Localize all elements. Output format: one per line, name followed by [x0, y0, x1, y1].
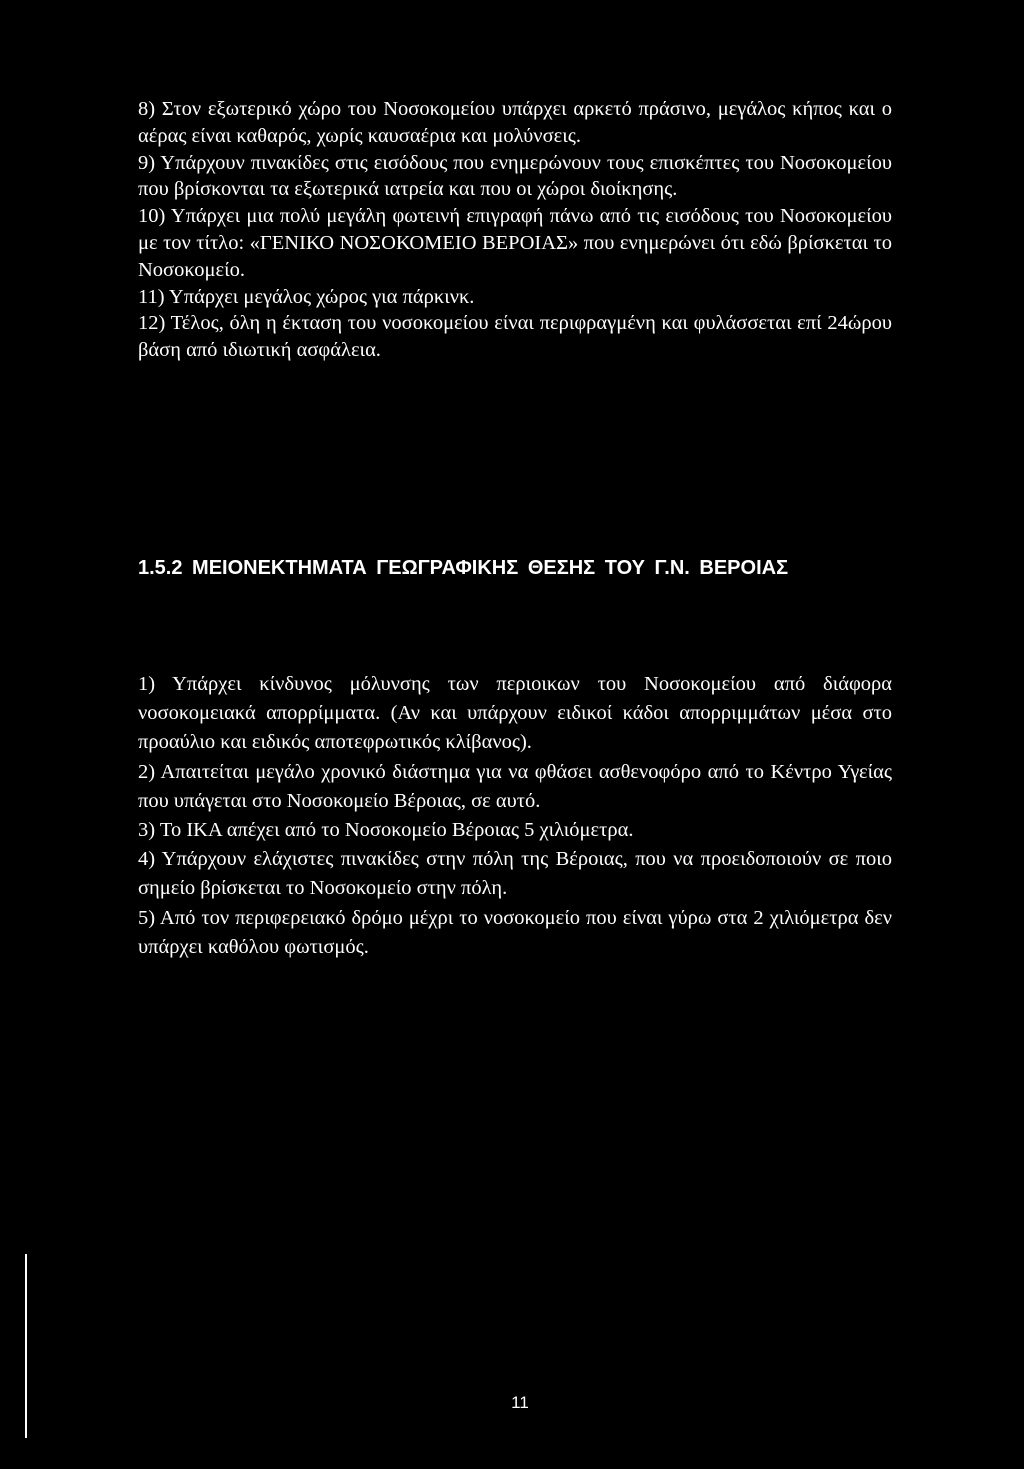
list-item-1: 1) Υπάρχει κίνδυνος μόλυνσης των περιοικων του Νοσοκομείου από διάφορα νοσοκομειακά απορρίμματα. (Αν και υπάρχουν ειδικοί κάδοι απορριμμάτων μέσα στο προαύλιο και ειδικός αποτεφρωτικός κλίβανος). — [138, 673, 892, 754]
list-item-9: 9) Υπάρχουν πινακίδες στις εισόδους που ενημερώνουν τους επισκέπτες του Νοσοκομείου που βρίσκονται τα εξωτερικά ιατρεία και που οι χώροι διοίκησης. — [138, 151, 892, 201]
list-item-5: 5) Από τον περιφερειακό δρόμο μέχρι το νοσοκομείο που είναι γύρω στα 2 χιλιόμετρα δεν υπάρχει καθόλου φωτισμός. — [138, 906, 892, 958]
list-item-10: 10) Υπάρχει μια πολύ μεγάλη φωτεινή επιγραφή πάνω από τις εισόδους του Νοσοκομείου με τον τίτλο: «ΓΕΝΙΚΟ ΝΟΣΟΚΟΜΕΙΟ ΒΕΡΟΙΑΣ» που ενημερώνει ότι εδώ βρίσκεται το Νοσοκομείο. — [138, 205, 892, 281]
list-item-3: 3) Το ΙΚΑ απέχει από το Νοσοκομείο Βέροιας 5 χιλιόμετρα. — [138, 819, 634, 842]
list-item-2: 2) Απαιτείται μεγάλο χρονικό διάστημα για να φθάσει ασθενοφόρο από το Κέντρο Υγείας που υπάγεται στο Νοσοκομείο Βέροιας, σε αυτό. — [138, 760, 892, 812]
list-item-8: 8) Στον εξωτερικό χώρο του Νοσοκομείου υπάρχει αρκετό πράσινο, μεγάλος κήπος και ο αέρας είναι καθαρός, χωρίς καυσαέρια και μολύνσεις. — [138, 98, 892, 147]
page-number: 11 — [511, 1393, 529, 1412]
margin-rule-divider — [25, 1254, 27, 1438]
list-item-12: 12) Τέλος, όλη η έκταση του νοσοκομείου είναι περιφραγμένη και φυλάσσεται επί 24ώρου βάση από ιδιωτική ασφάλεια. — [138, 312, 892, 362]
advantages-list-continued — [138, 96, 892, 364]
list-item-11: 11) Υπάρχει μεγάλος χώρος για πάρκινκ. — [138, 285, 475, 308]
disadvantages-list — [138, 670, 892, 962]
list-item-4: 4) Υπάρχουν ελάχιστες πινακίδες στην πόλη της Βέροιας, που να προειδοποιούν σε ποιο σημείο βρίσκεται το Νοσοκομείο στην πόλη. — [138, 848, 892, 900]
section-heading: 1.5.2 ΜΕΙΟΝΕΚΤΗΜΑΤΑ ΓΕΩΓΡΑΦΙΚΗΣ ΘΕΣΗΣ ΤΟΥ Γ.Ν. ΒΕΡΟΙΑΣ — [138, 557, 789, 579]
